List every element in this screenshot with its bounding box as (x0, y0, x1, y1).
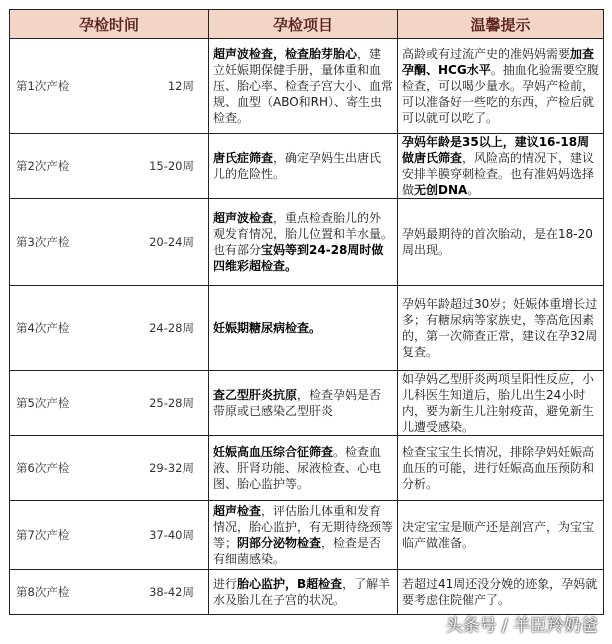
emphasized-text: 无创DNA (414, 183, 468, 197)
emphasized-text: 胎心监护，B超检查 (237, 577, 343, 591)
visit-number: 第4次产检 (16, 321, 70, 335)
emphasized-text: 阴部分泌物检查 (237, 536, 322, 550)
checkup-time-cell (10, 199, 209, 286)
emphasized-text: 孕妈年龄是35以上，建议16-18周做唐氏筛查 (402, 135, 590, 165)
gestational-week: 38-42周 (149, 585, 194, 599)
checkup-items-cell (209, 436, 398, 501)
text-segment: ，风险高的情况下，建议安排羊膜穿刺检查。也有准妈妈选择做 (402, 151, 595, 197)
emphasized-text: 查乙型肝炎抗原 (213, 388, 298, 402)
checkup-items-cell (209, 134, 398, 199)
checkup-time-cell (10, 286, 209, 371)
warm-tips-cell (398, 501, 604, 570)
header-tips: 温馨提示 (398, 10, 604, 39)
gestational-week: 29-32周 (149, 461, 194, 475)
warm-tips-cell (398, 570, 604, 615)
emphasized-text: 加查孕酮、HCG水平 (402, 47, 595, 77)
table-row (10, 286, 604, 371)
table-row (10, 134, 604, 199)
watermark: 头条号 / 羊臣羚奶爸 (445, 616, 598, 636)
text-segment: ，重点检查胎儿的外观发育情况，胎儿位置和羊水量。也有部分 (213, 211, 394, 257)
visit-number: 第2次产检 (16, 159, 70, 173)
text-segment: 进行 (213, 577, 238, 591)
header-time: 孕检时间 (10, 10, 209, 39)
checkup-items-cell (209, 199, 398, 286)
text-segment: 若超过41周还没分娩的迹象，孕妈就要考虑住院催产了。 (402, 577, 598, 607)
text-segment: 如孕妈乙型肝炎两项呈阳性反应，小儿科医生知道后，胎儿出生24小时内，要为新生儿注射疫苗，避免新生儿遭受感染。 (402, 372, 595, 434)
text-segment: ，评估胎儿体重和发育情况，胎心监护，有无期待绕颈等等； (213, 504, 394, 550)
gestational-week: 12周 (167, 79, 194, 93)
checkup-time-cell (10, 134, 209, 199)
table-body (10, 39, 604, 615)
emphasized-text: 妊娠期糖尿病检查。 (213, 321, 322, 335)
gestational-week: 24-28周 (149, 321, 194, 335)
prenatal-checkup-table (9, 9, 604, 615)
table-header-row (10, 10, 604, 39)
visit-number: 第7次产检 (16, 528, 70, 542)
header-items: 孕检项目 (209, 10, 398, 39)
text-segment: 。 (467, 183, 480, 197)
text-segment: ，建立妊娠期保健手册，量体重和血压、胎心率、检查子宫大小、血常规、血型（ABO和RH）、寄生虫检查。 (213, 47, 394, 125)
text-segment: 。检查血液、肝肾功能、尿液检查、心电图、胎心监护等。 (213, 445, 382, 491)
emphasized-text: 唐氏症筛查 (213, 151, 274, 165)
text-segment: ，确定孕妈生出唐氏儿的危险性。 (213, 151, 382, 181)
emphasized-text: 宝妈等到24-28周时做四维彩超检查。 (213, 243, 384, 273)
text-segment: ，检查孕妈是否带原或已感染乙型肝炎 (213, 388, 382, 418)
table-row (10, 39, 604, 134)
text-segment: 孕妈年龄超过30岁；妊娠体重增长过多；有糖尿病等家族史，等高危因素的，第一次筛查正常，建议在孕32周复查。 (402, 297, 598, 359)
table-row (10, 199, 604, 286)
table-row (10, 570, 604, 615)
text-segment: 高龄或有过流产史的准妈妈需要 (402, 47, 571, 61)
warm-tips-cell (398, 134, 604, 199)
text-segment: ，检查是否有细菌感染。 (213, 536, 382, 566)
gestational-week: 37-40周 (149, 528, 194, 542)
checkup-items-cell (209, 39, 398, 134)
checkup-time-cell (10, 570, 209, 615)
visit-number: 第5次产检 (16, 396, 70, 410)
text-segment: 。抽血化验需要空腹检查，可以喝少量水。孕妈产检前，可以准备好一些吃的东西，产检后就可以就可以吃了。 (402, 63, 599, 125)
checkup-time-cell (10, 436, 209, 501)
table-row (10, 501, 604, 570)
checkup-time-cell (10, 39, 209, 134)
table-row (10, 371, 604, 436)
table-row (10, 436, 604, 501)
visit-number: 第6次产检 (16, 461, 70, 475)
checkup-time-cell (10, 371, 209, 436)
emphasized-text: 超声检查 (213, 504, 262, 518)
warm-tips-cell (398, 39, 604, 134)
warm-tips-cell (398, 286, 604, 371)
checkup-items-cell (209, 501, 398, 570)
emphasized-text: 超声波检查，检查胎芽胎心 (213, 47, 358, 61)
checkup-items-cell (209, 371, 398, 436)
visit-number: 第1次产检 (16, 79, 70, 93)
gestational-week: 25-28周 (149, 396, 194, 410)
gestational-week: 20-24周 (149, 235, 194, 249)
visit-number: 第3次产检 (16, 235, 70, 249)
gestational-week: 15-20周 (149, 159, 194, 173)
text-segment: ，了解羊水及胎儿在子宫的状况。 (213, 577, 391, 607)
emphasized-text: 超声波检查 (213, 211, 274, 225)
text-segment: 孕妈最期待的首次胎动，是在18-20周出现。 (402, 227, 593, 257)
emphasized-text: 妊娠高血压综合征筛查 (213, 445, 334, 459)
checkup-items-cell (209, 286, 398, 371)
warm-tips-cell (398, 371, 604, 436)
warm-tips-cell (398, 436, 604, 501)
checkup-time-cell (10, 501, 209, 570)
text-segment: 决定宝宝是顺产还是剖宫产，为宝宝临产做准备。 (402, 520, 595, 550)
visit-number: 第8次产检 (16, 585, 70, 599)
text-segment: 检查宝宝生长情况，排除孕妈妊娠高血压的可能，进行妊娠高血压预防和分析。 (402, 445, 595, 491)
checkup-items-cell (209, 570, 398, 615)
warm-tips-cell (398, 199, 604, 286)
